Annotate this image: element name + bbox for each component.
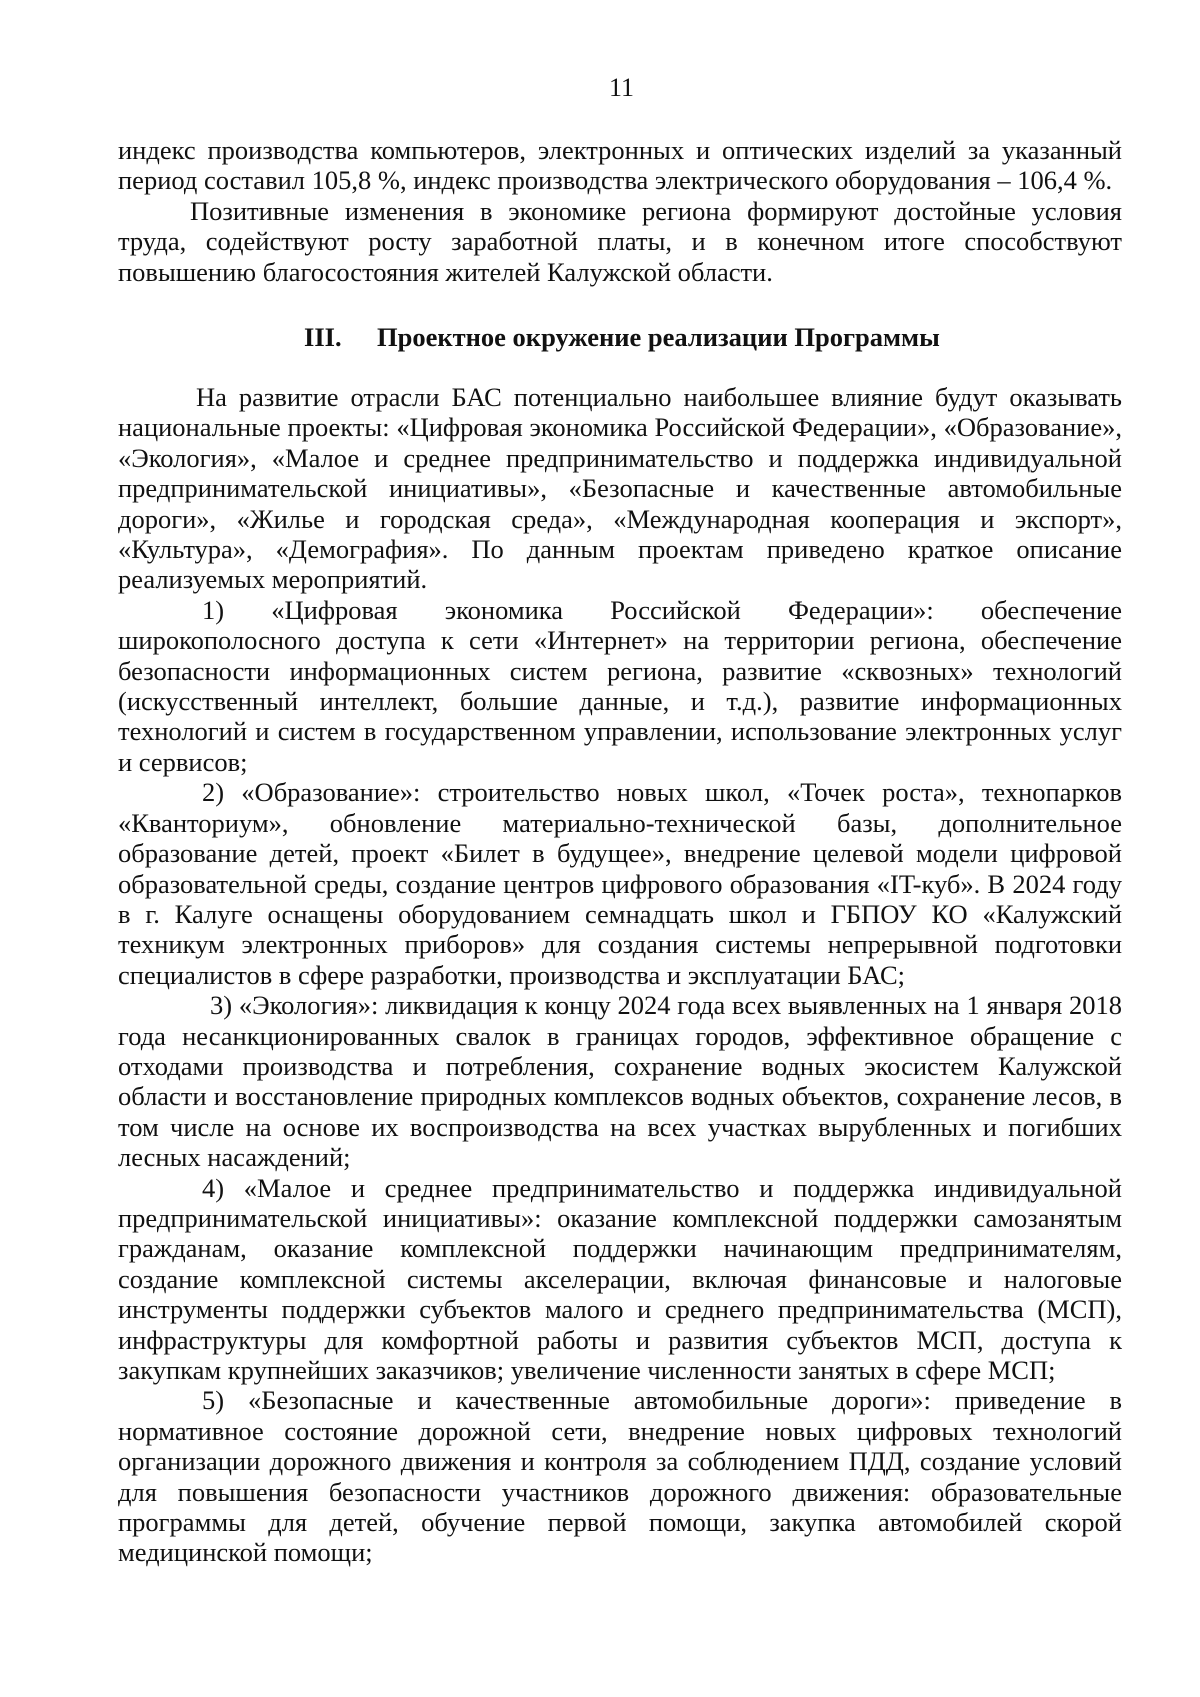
list-item-4: 4) «Малое и среднее предпринимательство и поддержка индивидуальной предпринимательской инициативы»: оказание комплексной поддержки самозанятым гражданам, оказание комплексной поддержки начинающим предпринимателям, создание комплексной системы акселерации, включая финансовые и налоговые инструменты поддержки субъектов малого и среднего предпринимательства (МСП), инфраструктуры для комфортной работы и развития субъектов МСП, доступа к закупкам крупнейших заказчиков; увеличение численности занятых в сфере МСП; [118,1172,1122,1385]
list-item-3: 3) «Экология»: ликвидация к концу 2024 года всех выявленных на 1 января 2018 года несанкционированных свалок в границах городов, эффективное обращение с отходами производства и потребления, сохранение водных экосистем Калужской области и восстановление природных комплексов водных объектов, сохранение лесов, в том числе на основе их воспроизводства на всех участках вырубленных и погибших лесных насаждений; [118,990,1122,1173]
list-item-1: 1) «Цифровая экономика Российской Федерации»: обеспечение широкополосного доступа к сети «Интернет» на территории региона, обеспечение безопасности информационных систем региона, развитие «сквозных» технологий (искусственный интеллект, большие данные, и т.д.), развитие информационных технологий и систем в государственном управлении, использование электронных услуг и сервисов; [118,594,1122,777]
list-item-5: 5) «Безопасные и качественные автомобильные дороги»: приведение в нормативное состояние дорожной сети, внедрение новых цифровых технологий организации дорожного движения и контроля за соблюдением ПДД, создание условий для повышения безопасности участников дорожного движения: образовательные программы для детей, обучение первой помощи, закупка автомобилей скорой медицинской помощи; [118,1385,1122,1568]
section-body [118,382,1122,1568]
list-item-2: 2) «Образование»: строительство новых школ, «Точек роста», технопарков «Кванториум», обновление материально-технической базы, дополнительное образование детей, проект «Билет в будущее», внедрение целевой модели цифровой образовательной среды, создание центров цифрового образования «IT-куб». В 2024 году в г. Калуге оснащены оборудованием семнадцать школ и ГБПОУ КО «Калужский техникум электронных приборов» для создания системы непрерывной подготовки специалистов в сфере разработки, производства и эксплуатации БАС; [118,777,1122,990]
intro-text [118,135,1122,287]
intro-paragraph-2: Позитивные изменения в экономике региона формируют достойные условия труда, содействуют росту заработной платы, и в конечном итоге способствуют повышению благосостояния жителей Калужской области. [118,195,1122,287]
page-number: 11 [608,73,635,102]
lead-paragraph: На развитие отрасли БАС потенциально наибольшее влияние будут оказывать национальные проекты: «Цифровая экономика Российской Федерации», «Образование», «Экология», «Малое и среднее предпринимательство и поддержка индивидуальной предпринимательской инициативы», «Безопасные и качественные автомобильные дороги», «Жилье и городская среда», «Международная кооперация и экспорт», «Культура», «Демография». По данным проектам приведено краткое описание реализуемых мероприятий. [118,382,1122,595]
intro-paragraph-1: индекс производства компьютеров, электронных и оптических изделий за указанный период составил 105,8 %, индекс производства электрического оборудования – 106,4 %. [118,135,1122,196]
section-number: III. [304,322,342,352]
section-title: Проектное окружение реализации Программы [377,322,940,352]
